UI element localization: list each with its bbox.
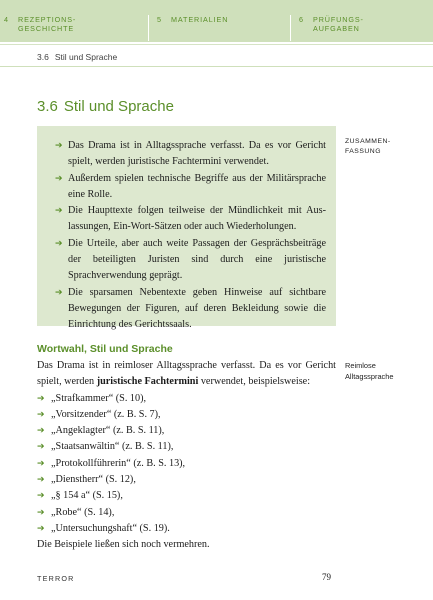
subsection-heading: Wortwahl, Stil und Sprache [37, 343, 173, 355]
nav-section-label [171, 15, 228, 24]
arrow-right-icon: ➔ [37, 393, 45, 404]
margin-label-line: Reimlose [345, 361, 376, 370]
nav-label-line: REZEPTIONS- [18, 15, 77, 24]
summary-text: Das Drama ist in Alltagssprache verfasst. Da es vor Gericht spielt, werden juristische Fachtermini verwendet. [68, 140, 326, 168]
nav-section-label [313, 15, 364, 33]
example-item [37, 423, 336, 439]
margin-label-note [345, 360, 393, 382]
example-item [37, 488, 336, 504]
section-number: 3.6 [37, 98, 58, 115]
example-text: „Dienstherr“ (S. 12), [51, 474, 136, 486]
summary-text: Die Urteile, aber auch weite Passagen der Gesprächsbeiträge der beteiligten Juristen sind durch eine juristische Sprachverwendung geprägt. [68, 237, 326, 282]
intro-text-end: verwendet, beispielsweise: [198, 376, 311, 388]
example-list [37, 391, 336, 538]
summary-item [55, 203, 326, 236]
example-text: „Protokollführerin“ (z. B. S. 13), [51, 457, 186, 469]
intro-emphasis: juristische Fachtermini [96, 376, 199, 388]
breadcrumb-divider [0, 66, 433, 67]
nav-label-line: AUFGABEN [313, 24, 360, 33]
arrow-right-icon: ➔ [37, 442, 45, 453]
arrow-right-icon: ➔ [55, 238, 63, 249]
nav-label-line: GESCHICHTE [18, 24, 75, 33]
example-item [37, 472, 336, 488]
example-text: „Robe“ (S. 14), [51, 506, 115, 518]
intro-paragraph [37, 358, 336, 391]
arrow-right-icon: ➔ [55, 141, 63, 151]
margin-label-summary [345, 137, 391, 157]
example-item [37, 521, 336, 537]
arrow-right-icon: ➔ [55, 206, 63, 217]
example-text: „Angeklagter“ (z. B. S. 11), [51, 425, 165, 437]
example-item [37, 505, 336, 521]
nav-section-number: 4 [4, 15, 9, 24]
example-item [37, 439, 336, 455]
summary-box [37, 126, 336, 331]
summary-text: Die Haupttexte folgen teilweise der Mündlichkeit mit Auslassungen, Ein-Wort-Sätzen oder auch Wiederholungen. [68, 205, 326, 233]
nav-label-line: PRÜFUNGS- [313, 15, 364, 24]
summary-item [55, 138, 326, 171]
summary-item [55, 171, 326, 204]
summary-item [55, 285, 326, 334]
margin-label-line: FASSUNG [345, 148, 381, 155]
section-title-text: Stil und Sprache [63, 98, 174, 115]
margin-label-line: ZUSAMMEN- [345, 138, 391, 145]
nav-section-number: 6 [299, 15, 304, 24]
closing-paragraph: Die Beispiele ließen sich noch vermehren. [37, 539, 210, 551]
summary-text: Die sparsamen Nebentexte geben Hinweise auf sichtbare Bewegungen der Figuren, auf deren Bekleidung sowie die Einrichtung des Gerichtssaals. [68, 286, 326, 331]
nav-divider [290, 15, 291, 41]
arrow-right-icon: ➔ [37, 491, 45, 502]
page-number: 79 [322, 572, 331, 582]
example-text: „Vorsitzender“ (z. B. S. 7), [51, 408, 161, 420]
arrow-right-icon: ➔ [55, 287, 63, 298]
nav-section-number: 5 [157, 15, 162, 24]
body-text [37, 358, 336, 554]
breadcrumb-title: Stil und Sprache [54, 52, 118, 62]
arrow-right-icon: ➔ [55, 173, 63, 184]
section-title [37, 98, 174, 115]
intro-text: Das Drama ist in reimloser Alltagssprache verfasst. Da es vor Gericht spielt, werden [37, 360, 336, 388]
example-item [37, 391, 336, 407]
footer-book-title: TERROR [37, 574, 75, 583]
summary-list [55, 138, 326, 334]
nav-separator-line [0, 44, 433, 45]
top-navigation [0, 0, 433, 42]
example-text: „Strafkammer“ (S. 10), [51, 392, 147, 404]
nav-section-label [18, 15, 76, 33]
example-item [37, 456, 336, 472]
example-item [37, 407, 336, 423]
nav-label-line: MATERIALIEN [171, 15, 229, 24]
breadcrumb [37, 52, 117, 62]
arrow-right-icon: ➔ [37, 426, 45, 437]
example-text: „Staatsanwältin“ (z. B. S. 11), [51, 441, 174, 453]
summary-item [55, 236, 326, 285]
arrow-right-icon: ➔ [37, 458, 45, 469]
arrow-right-icon: ➔ [37, 475, 45, 486]
example-text: „Untersuchungshaft“ (S. 19). [51, 522, 170, 534]
breadcrumb-number: 3.6 [37, 52, 49, 62]
arrow-right-icon: ➔ [37, 409, 45, 420]
margin-label-line: Alltagssprache [345, 372, 394, 381]
nav-divider [148, 15, 149, 41]
summary-text: Außerdem spielen technische Begriffe aus der Militärsprache eine Rolle. [68, 172, 326, 200]
arrow-right-icon: ➔ [37, 523, 45, 534]
arrow-right-icon: ➔ [37, 507, 45, 518]
example-text: „§ 154 a“ (S. 15), [51, 490, 123, 502]
